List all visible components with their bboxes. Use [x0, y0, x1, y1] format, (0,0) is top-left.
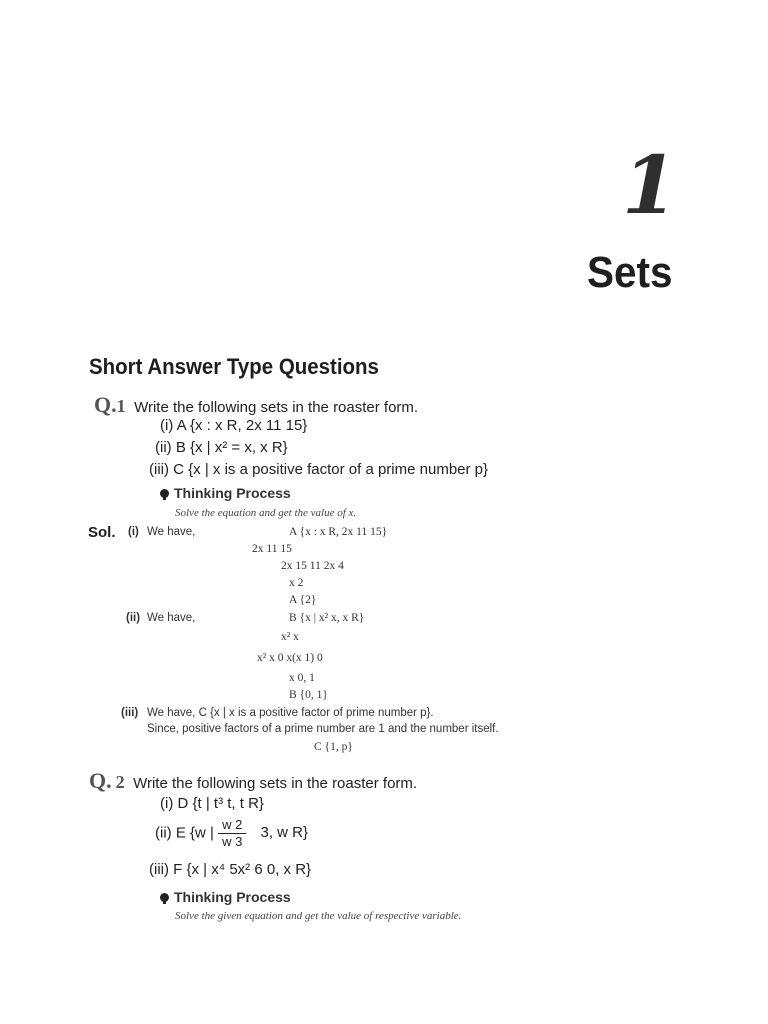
sol-i-line-4: x 2	[289, 577, 304, 589]
fraction-denominator: w 3	[222, 834, 243, 849]
q2-part-ii	[155, 817, 308, 850]
thinking-process-note: Solve the given equation and get the value of respective variable.	[175, 910, 462, 922]
sol-i-line-2: 2x 11 15	[252, 543, 292, 555]
sol-ii-line-1: B {x | x² x, x R}	[289, 612, 365, 624]
sol-i-line-1: A {x : x R, 2x 11 15}	[289, 526, 388, 538]
thinking-process-title: Thinking Process	[174, 889, 291, 905]
solution-label: Sol.	[88, 524, 116, 541]
question-number: 1	[116, 396, 126, 416]
thinking-process-title: Thinking Process	[174, 485, 291, 501]
chapter-title: Sets	[587, 248, 673, 297]
thinking-process-2	[160, 889, 291, 907]
sol-iii-label: (iii)	[121, 707, 139, 719]
sol-ii-line-2: x² x	[281, 631, 299, 643]
sol-i-line-3: 2x 15 11 2x 4	[281, 560, 344, 572]
sol-i-intro: We have,	[147, 526, 196, 538]
q2-part-ii-prefix: (ii) E {w |	[155, 824, 214, 842]
sol-ii-intro: We have,	[147, 612, 196, 624]
q1-part-ii: (ii) B {x | x² = x, x R}	[155, 439, 288, 456]
question-label: Q.	[94, 392, 117, 417]
thinking-process-note: Solve the equation and get the value of x.	[175, 507, 357, 519]
sol-i-label: (i)	[128, 526, 139, 538]
question-1	[94, 392, 418, 418]
question-text: Write the following sets in the roaster form.	[134, 399, 419, 416]
fraction	[218, 817, 246, 850]
q2-part-iii: (iii) F {x | x⁴ 5x² 6 0, x R}	[149, 861, 312, 878]
sol-iii-line-2: Since, positive factors of a prime number are 1 and the number itself.	[147, 723, 499, 735]
sol-ii-line-4: x 0, 1	[289, 672, 315, 684]
question-2	[89, 768, 417, 794]
sol-ii-label: (ii)	[126, 612, 141, 624]
section-title: Short Answer Type Questions	[89, 354, 379, 379]
fraction-numerator: w 2	[218, 817, 246, 834]
question-text: Write the following sets in the roaster form.	[133, 775, 418, 792]
lightbulb-icon	[160, 893, 169, 902]
q2-part-i: (i) D {t | t³ t, t R}	[160, 795, 264, 812]
chapter-number: 1	[622, 138, 676, 232]
thinking-process-1	[160, 485, 291, 503]
q1-part-i: (i) A {x : x R, 2x 11 15}	[160, 417, 308, 434]
q2-part-ii-suffix: 3, w R}	[260, 824, 309, 842]
q1-part-iii: (iii) C {x | x is a positive factor of a prime number p}	[149, 461, 489, 478]
sol-ii-line-3: x² x 0 x(x 1) 0	[257, 652, 323, 664]
sol-ii-line-5: B {0, 1}	[289, 689, 328, 701]
lightbulb-icon	[160, 489, 169, 498]
question-number: 2	[115, 772, 125, 792]
sol-iii-line-3: C {1, p}	[314, 741, 353, 753]
question-label: Q.	[89, 768, 112, 793]
sol-i-line-5: A {2}	[289, 594, 317, 606]
sol-iii-intro: We have, C {x | x is a positive factor of prime number p}.	[147, 707, 434, 719]
